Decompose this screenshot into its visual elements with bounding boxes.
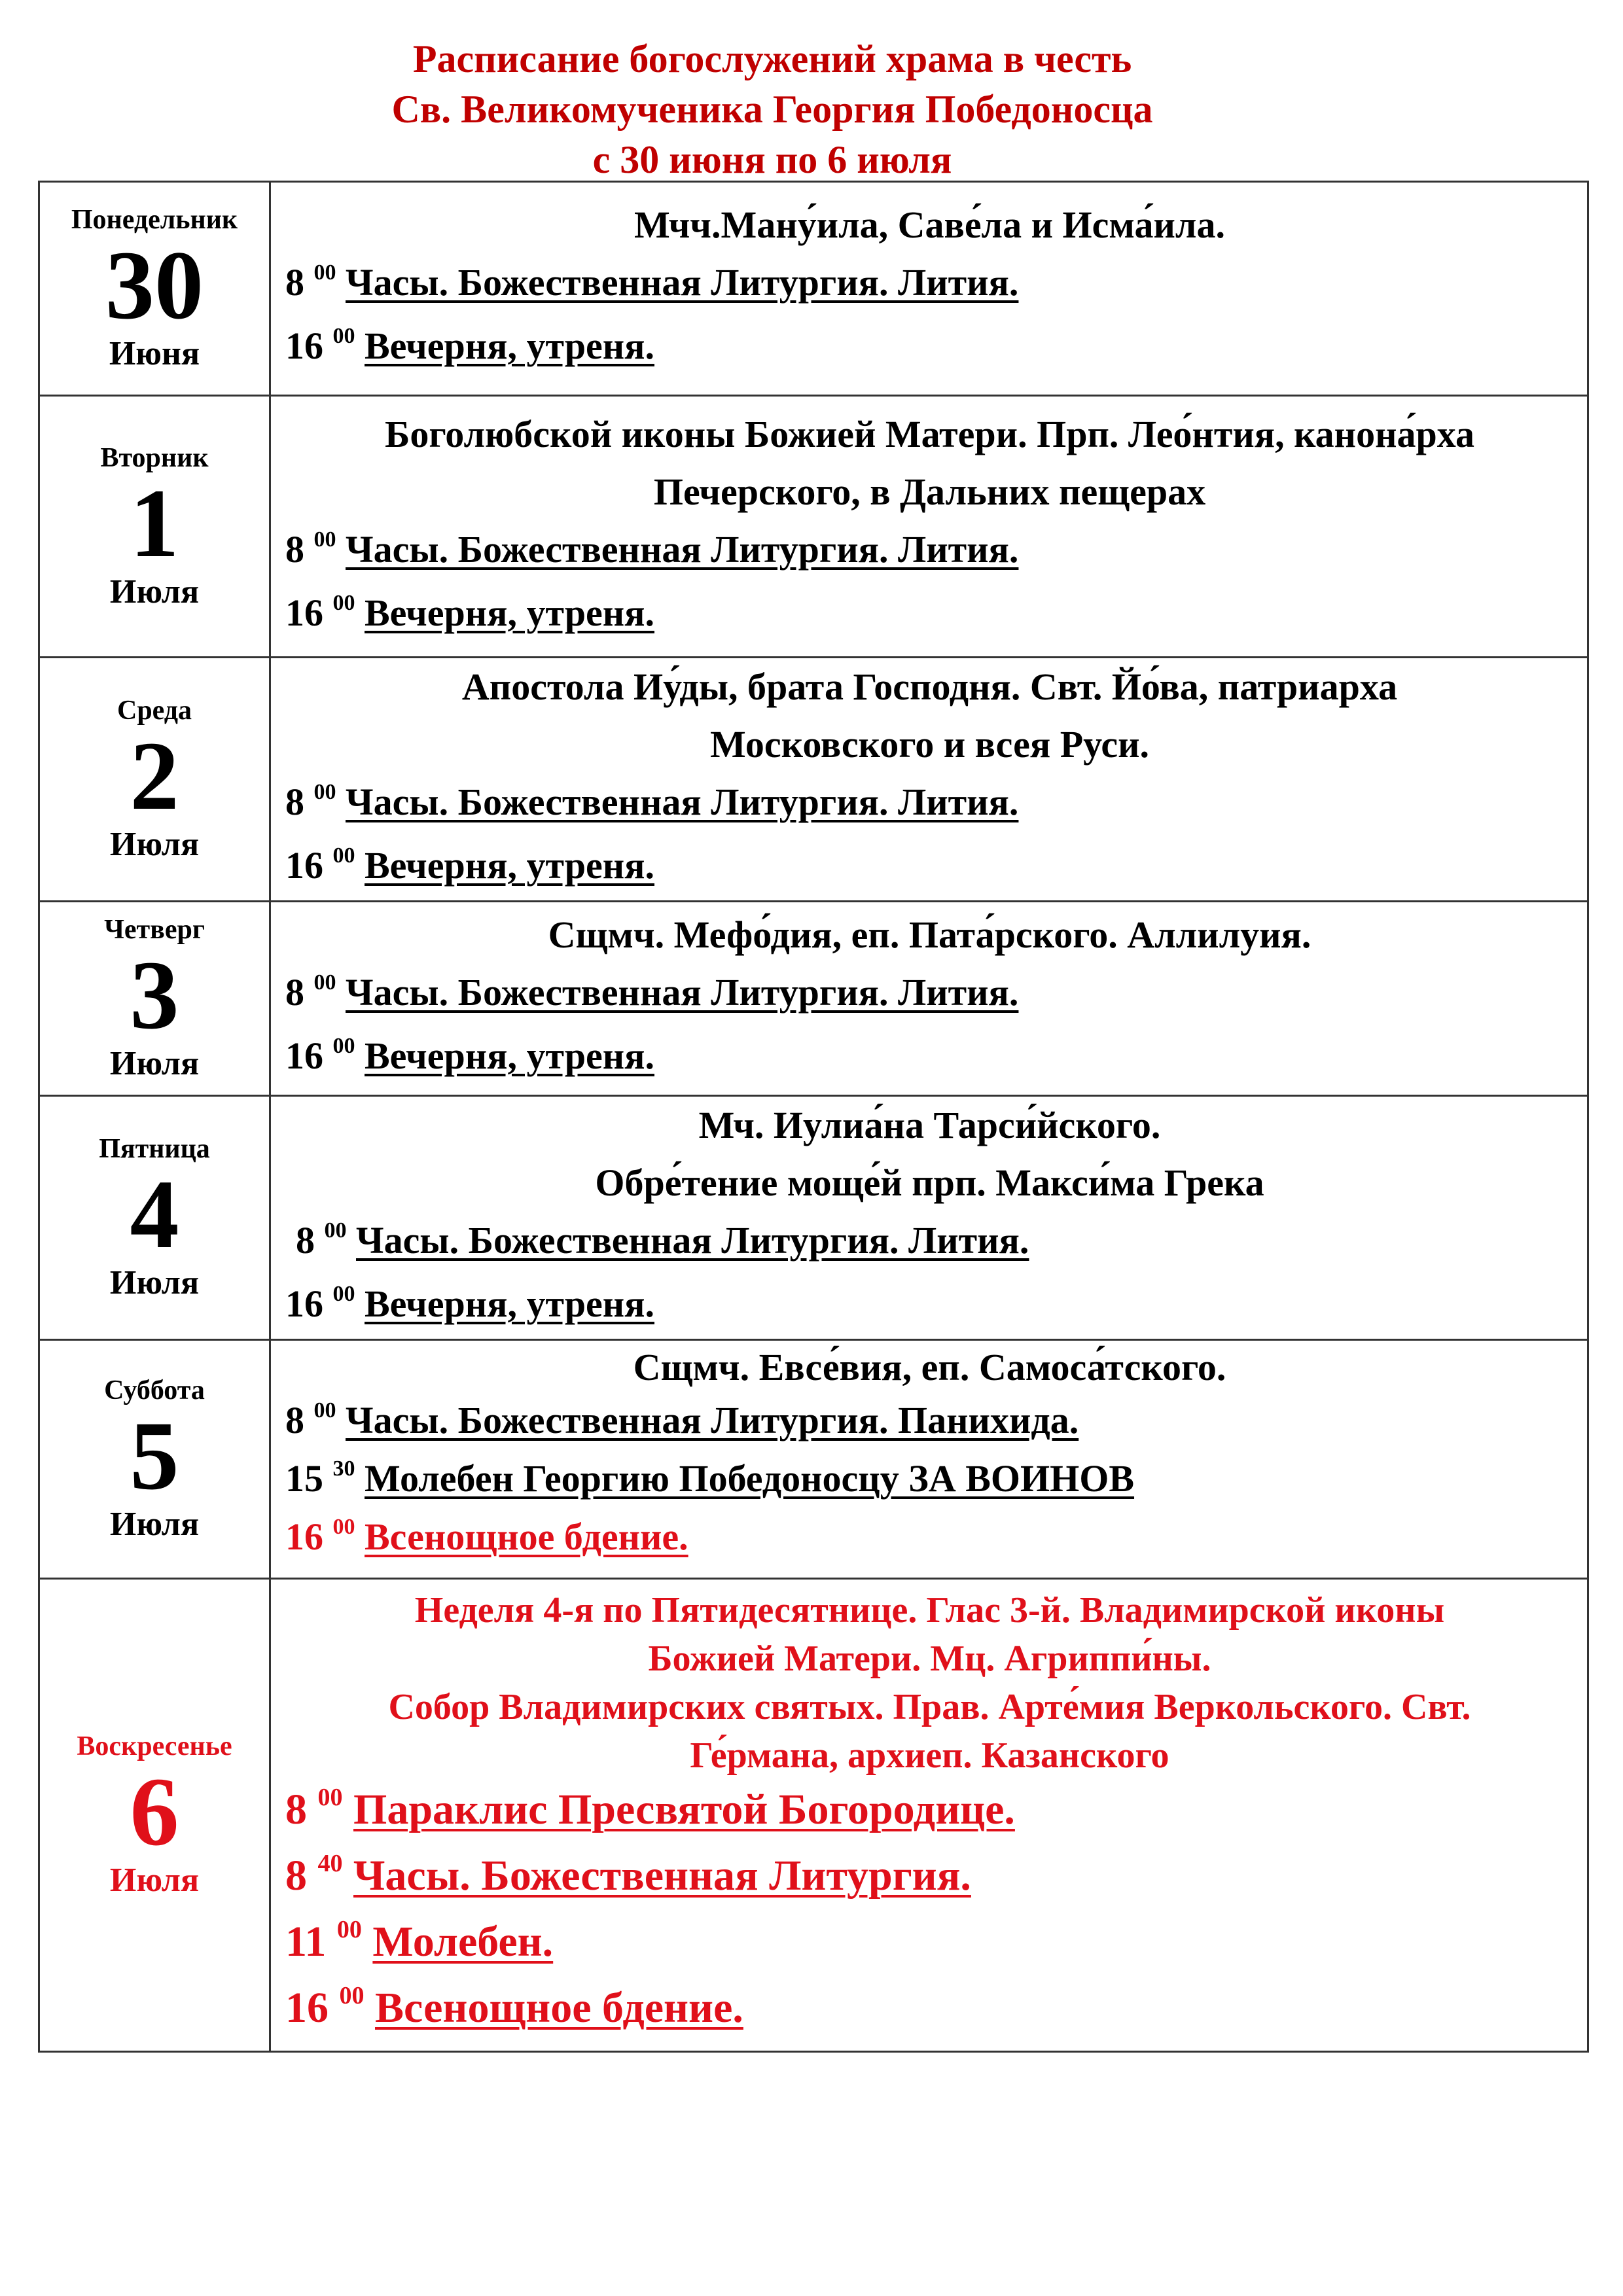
month-name: Июля	[109, 573, 200, 610]
service-hour: 16	[285, 1282, 323, 1325]
service-minutes: 00	[332, 1282, 355, 1306]
feast-line: Обре́тение моще́й прп. Макси́ма Грека	[595, 1161, 1264, 1204]
service-minutes: 00	[332, 843, 355, 868]
service-minutes: 00	[332, 1034, 355, 1058]
service-name: Всенощное бдение.	[375, 1984, 743, 2032]
service-name: Часы. Божественная Литургия. Панихида.	[346, 1399, 1079, 1441]
service-line	[285, 1212, 1574, 1275]
feast-line: Печерского, в Дальних пещерах	[653, 470, 1206, 513]
service-name: Часы. Божественная Литургия.	[353, 1852, 971, 1899]
day-cell	[39, 396, 270, 658]
service-line	[285, 1780, 1574, 1846]
day-of-week: Пятница	[99, 1134, 210, 1164]
day-cell	[39, 902, 270, 1096]
service-hour: 8	[285, 261, 304, 304]
day-cell	[39, 1579, 270, 2052]
month-name: Июня	[109, 335, 200, 372]
service-name: Всенощное бдение.	[365, 1515, 688, 1558]
day-row-wednesday	[39, 658, 1588, 902]
month-name: Июля	[109, 1264, 200, 1301]
service-line	[285, 584, 1574, 648]
day-content	[270, 1340, 1588, 1579]
service-line	[285, 1978, 1574, 2044]
service-hour: 16	[285, 591, 323, 634]
service-line	[285, 964, 1574, 1027]
day-content	[270, 902, 1588, 1096]
service-name: Вечерня, утреня.	[365, 1282, 654, 1325]
service-hour: 8	[285, 1399, 304, 1441]
day-cell	[39, 1096, 270, 1340]
feast-line: Московского и всея Руси.	[709, 723, 1150, 766]
feast-line: Неделя 4-я по Пятидесятнице. Глас 3-й. Владимирской иконы	[414, 1590, 1445, 1631]
service-line	[285, 773, 1574, 837]
day-of-week: Суббота	[104, 1375, 205, 1405]
day-of-week: Понедельник	[71, 205, 238, 235]
service-line	[285, 254, 1574, 317]
service-name: Вечерня, утреня.	[365, 844, 654, 887]
service-line	[285, 1275, 1574, 1339]
day-row-thursday	[39, 902, 1588, 1096]
day-content	[270, 396, 1588, 658]
day-of-week: Воскресенье	[77, 1731, 232, 1761]
service-hour: 8	[285, 971, 304, 1014]
day-content	[270, 658, 1588, 902]
month-name: Июля	[109, 1506, 200, 1543]
feast-line: Сщмч. Мефо́дия, еп. Пата́рского. Аллилуия.	[548, 913, 1311, 956]
month-name: Июля	[109, 1862, 200, 1899]
service-minutes: 40	[317, 1850, 343, 1877]
service-minutes: 00	[313, 970, 336, 995]
service-hour: 8	[296, 1219, 315, 1262]
day-number: 6	[130, 1757, 179, 1866]
service-hour: 16	[285, 1034, 323, 1077]
service-line	[285, 1846, 1574, 1912]
feast-line: Мч. Иулиа́на Тарси́йского.	[698, 1104, 1161, 1146]
service-hour: 8	[285, 781, 304, 823]
service-name: Вечерня, утреня.	[365, 1034, 654, 1077]
service-name: Параклис Пресвятой Богородице.	[353, 1786, 1015, 1833]
service-name: Часы. Божественная Литургия. Лития.	[346, 527, 1019, 571]
service-line	[285, 1912, 1574, 1978]
day-content	[270, 1096, 1588, 1340]
service-minutes: 00	[313, 780, 336, 804]
service-line	[285, 521, 1574, 584]
feast-line: Боголюбской иконы Божией Матери. Прп. Лео́нтия, канона́рха	[384, 412, 1475, 455]
day-row-friday	[39, 1096, 1588, 1340]
service-line	[285, 1027, 1574, 1091]
service-name: Часы. Божественная Литургия. Лития.	[346, 261, 1019, 304]
service-minutes: 00	[332, 590, 355, 615]
service-hour: 8	[285, 1852, 307, 1899]
month-name: Июля	[109, 1045, 200, 1082]
feast-line: Божией Матери. Мц. Агриппи́ны.	[648, 1638, 1211, 1679]
feast-line: Мчч.Ману́ила, Саве́ла и Исма́ила.	[634, 203, 1225, 246]
service-minutes: 00	[317, 1784, 343, 1811]
day-row-sunday	[39, 1579, 1588, 2052]
day-number: 30	[105, 231, 204, 340]
title-line-2: Св. Великомученика Георгия Победоносца	[391, 88, 1153, 131]
day-number: 3	[130, 941, 179, 1050]
service-name: Вечерня, утреня.	[365, 325, 654, 367]
service-line	[285, 1394, 1574, 1453]
service-name: Часы. Божественная Литургия. Лития.	[346, 971, 1019, 1014]
title-line-3: с 30 июня по 6 июля	[592, 138, 952, 181]
service-minutes: 00	[332, 1515, 355, 1539]
day-of-week: Среда	[116, 696, 192, 726]
service-minutes: 00	[339, 1982, 365, 2009]
service-hour: 16	[285, 844, 323, 887]
service-minutes: 00	[336, 1916, 362, 1943]
feast-line: Собор Владимирских святых. Прав. Арте́мия Веркольского. Свт.	[388, 1687, 1471, 1727]
service-line	[285, 837, 1574, 900]
day-row-saturday	[39, 1340, 1588, 1579]
service-hour: 8	[285, 1786, 307, 1833]
title-line-1: Расписание богослужений храма в честь	[412, 37, 1132, 80]
service-hour: 15	[285, 1457, 323, 1500]
service-minutes: 00	[324, 1218, 347, 1243]
day-row-tuesday	[39, 396, 1588, 658]
day-row-monday	[39, 182, 1588, 396]
month-name: Июля	[109, 826, 200, 863]
day-of-week: Вторник	[100, 442, 209, 473]
day-number: 5	[130, 1402, 179, 1510]
service-minutes: 30	[332, 1457, 355, 1481]
feast-line: Сщмч. Евсе́вия, еп. Самоса́тского.	[633, 1346, 1226, 1388]
service-name: Вечерня, утреня.	[365, 591, 654, 634]
service-name: Молебен.	[372, 1918, 554, 1966]
service-name: Часы. Божественная Литургия. Лития.	[346, 781, 1019, 823]
day-cell	[39, 182, 270, 396]
service-hour: 16	[285, 1984, 329, 2032]
service-line	[285, 1453, 1574, 1511]
day-cell	[39, 1340, 270, 1579]
day-content	[270, 1579, 1588, 2052]
day-number: 4	[130, 1160, 179, 1269]
service-line	[285, 1511, 1574, 1569]
day-content	[270, 182, 1588, 396]
service-minutes: 00	[313, 1398, 336, 1422]
service-hour: 16	[285, 325, 323, 367]
service-minutes: 00	[332, 324, 355, 348]
service-hour: 11	[285, 1918, 327, 1966]
service-hour: 16	[285, 1515, 323, 1558]
day-of-week: Четверг	[104, 915, 205, 945]
service-minutes: 00	[313, 527, 336, 552]
service-name: Молебен Георгию Победоносцу ЗА ВОИНОВ	[365, 1457, 1135, 1500]
schedule-table	[38, 181, 1589, 2053]
feast-line: Ге́рмана, архиеп. Казанского	[690, 1735, 1169, 1776]
service-line	[285, 317, 1574, 381]
day-number: 2	[130, 722, 179, 830]
day-cell	[39, 658, 270, 902]
service-hour: 8	[285, 527, 304, 571]
feast-line: Апостола Иу́ды, брата Господня. Свт. Йо́ва, патриарха	[461, 665, 1398, 708]
service-name: Часы. Божественная Литургия. Лития.	[356, 1219, 1029, 1262]
service-minutes: 00	[313, 260, 336, 285]
day-number: 1	[130, 468, 179, 578]
schedule-title	[0, 34, 1623, 185]
